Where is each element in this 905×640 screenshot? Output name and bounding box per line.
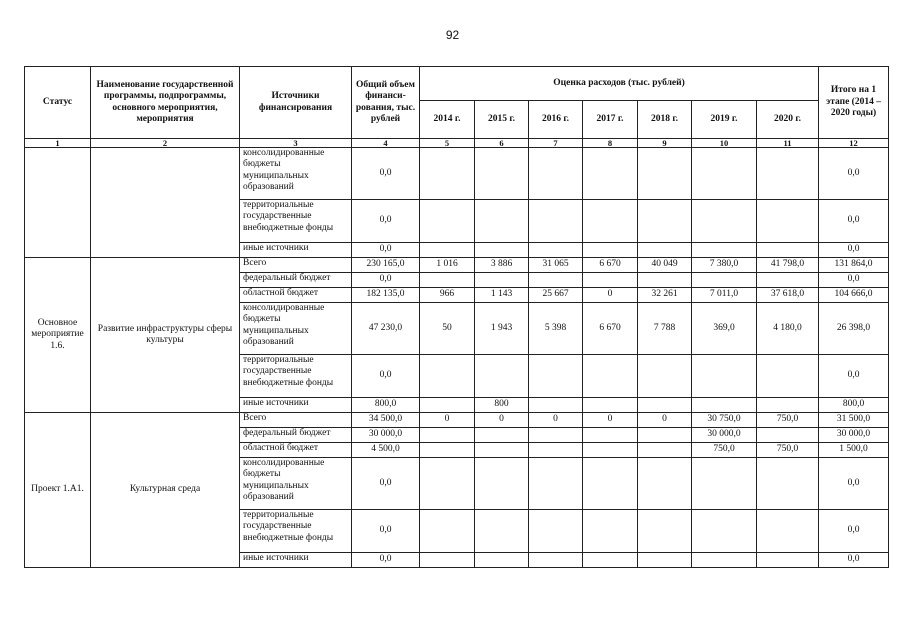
year-value-cell: 0 (475, 413, 529, 428)
year-value-cell (638, 398, 692, 413)
year-value-cell (583, 510, 638, 553)
year-value-cell: 1 016 (420, 258, 475, 273)
year-value-cell (420, 553, 475, 568)
year-value-cell: 0 (583, 288, 638, 303)
year-value-cell (475, 510, 529, 553)
year-value-cell: 1 943 (475, 303, 529, 355)
year-value-cell (692, 355, 757, 398)
stage-total-cell: 104 666,0 (819, 288, 889, 303)
year-value-cell: 0 (638, 413, 692, 428)
total-cell: 0,0 (352, 458, 420, 510)
year-value-cell (583, 443, 638, 458)
year-value-cell: 32 261 (638, 288, 692, 303)
column-number: 7 (529, 139, 583, 148)
year-value-cell (692, 510, 757, 553)
year-value-cell (692, 458, 757, 510)
year-value-cell (757, 510, 819, 553)
year-value-cell (475, 458, 529, 510)
budget-table (24, 66, 889, 568)
year-value-cell (420, 243, 475, 258)
column-number: 5 (420, 139, 475, 148)
funding-source-cell: федеральный бюджет (240, 428, 352, 443)
status-cell: Основное мероприятие 1.6. (25, 258, 91, 413)
year-value-cell (529, 510, 583, 553)
stage-total-cell: 0,0 (819, 273, 889, 288)
year-value-cell: 369,0 (692, 303, 757, 355)
year-value-cell (420, 510, 475, 553)
year-value-cell: 0 (420, 413, 475, 428)
year-value-cell (529, 243, 583, 258)
year-value-cell (757, 273, 819, 288)
total-cell: 0,0 (352, 510, 420, 553)
funding-source-cell: территориальные государственные внебюджетные фонды (240, 355, 352, 398)
column-number: 10 (692, 139, 757, 148)
stage-total-cell: 1 500,0 (819, 443, 889, 458)
year-value-cell: 31 065 (529, 258, 583, 273)
year-value-cell (420, 428, 475, 443)
total-cell: 0,0 (352, 273, 420, 288)
column-number: 8 (583, 139, 638, 148)
stage-total-cell: 0,0 (819, 553, 889, 568)
stage-total-cell: 26 398,0 (819, 303, 889, 355)
year-value-cell (692, 398, 757, 413)
year-value-cell (692, 148, 757, 200)
year-value-cell (692, 243, 757, 258)
year-value-cell: 30 000,0 (692, 428, 757, 443)
stage-total-cell: 800,0 (819, 398, 889, 413)
header-estimate: Оценка расходов (тыс. рублей) (420, 67, 819, 101)
funding-source-cell: Всего (240, 413, 352, 428)
header-year: 2014 г. (420, 101, 475, 139)
header-year: 2016 г. (529, 101, 583, 139)
year-value-cell (529, 428, 583, 443)
year-value-cell (638, 443, 692, 458)
column-number: 4 (352, 139, 420, 148)
year-value-cell (475, 428, 529, 443)
funding-source-cell: иные источники (240, 398, 352, 413)
year-value-cell (757, 355, 819, 398)
column-number: 9 (638, 139, 692, 148)
year-value-cell (757, 243, 819, 258)
year-value-cell (529, 148, 583, 200)
stage-total-cell: 0,0 (819, 148, 889, 200)
page-number: 92 (445, 28, 460, 42)
year-value-cell: 6 670 (583, 258, 638, 273)
funding-source-cell: иные источники (240, 243, 352, 258)
year-value-cell (529, 355, 583, 398)
year-value-cell: 7 380,0 (692, 258, 757, 273)
year-value-cell (420, 355, 475, 398)
year-value-cell (420, 148, 475, 200)
header-name: Наименование государственной программы, подпрограммы, основного мероприятия, мероприятия (91, 67, 240, 139)
total-cell: 0,0 (352, 553, 420, 568)
column-number: 1 (25, 139, 91, 148)
year-value-cell (638, 510, 692, 553)
year-value-cell (638, 200, 692, 243)
year-value-cell (529, 443, 583, 458)
year-value-cell: 40 049 (638, 258, 692, 273)
year-value-cell (420, 398, 475, 413)
year-value-cell (583, 273, 638, 288)
column-number: 12 (819, 139, 889, 148)
header-year: 2015 г. (475, 101, 529, 139)
total-cell: 800,0 (352, 398, 420, 413)
year-value-cell (583, 148, 638, 200)
stage-total-cell: 31 500,0 (819, 413, 889, 428)
header-stage-total: Итого на 1 этапе (2014 – 2020 годы) (819, 67, 889, 139)
year-value-cell (638, 355, 692, 398)
year-value-cell: 750,0 (757, 443, 819, 458)
year-value-cell: 6 670 (583, 303, 638, 355)
year-value-cell (638, 273, 692, 288)
total-cell: 0,0 (352, 243, 420, 258)
year-value-cell: 30 750,0 (692, 413, 757, 428)
year-value-cell (475, 355, 529, 398)
year-value-cell (757, 428, 819, 443)
year-value-cell (692, 273, 757, 288)
year-value-cell (529, 553, 583, 568)
header-year: 2020 г. (757, 101, 819, 139)
funding-source-cell: консолидированные бюджеты муниципальных образований (240, 148, 352, 200)
activity-name-cell (91, 148, 240, 258)
year-value-cell (757, 458, 819, 510)
year-value-cell: 966 (420, 288, 475, 303)
year-value-cell (583, 200, 638, 243)
stage-total-cell: 131 864,0 (819, 258, 889, 273)
year-value-cell (638, 458, 692, 510)
year-value-cell (529, 398, 583, 413)
header-year: 2018 г. (638, 101, 692, 139)
year-value-cell (420, 273, 475, 288)
total-cell: 47 230,0 (352, 303, 420, 355)
funding-source-cell: консолидированные бюджеты муниципальных образований (240, 458, 352, 510)
year-value-cell (692, 553, 757, 568)
year-value-cell (529, 273, 583, 288)
funding-source-cell: консолидированные бюджеты муниципальных образований (240, 303, 352, 355)
table-row (25, 148, 889, 200)
year-value-cell: 7 011,0 (692, 288, 757, 303)
activity-name-cell: Культурная среда (91, 413, 240, 568)
year-value-cell: 41 798,0 (757, 258, 819, 273)
budget-table-body (25, 148, 889, 568)
total-cell: 34 500,0 (352, 413, 420, 428)
column-number: 2 (91, 139, 240, 148)
year-value-cell (638, 243, 692, 258)
year-value-cell (529, 458, 583, 510)
status-cell (25, 148, 91, 258)
year-value-cell (638, 553, 692, 568)
year-value-cell: 4 180,0 (757, 303, 819, 355)
header-status: Статус (25, 67, 91, 139)
year-value-cell: 0 (583, 413, 638, 428)
table-row (25, 413, 889, 428)
column-number: 11 (757, 139, 819, 148)
funding-source-cell: территориальные государственные внебюджетные фонды (240, 510, 352, 553)
total-cell: 30 000,0 (352, 428, 420, 443)
total-cell: 0,0 (352, 355, 420, 398)
total-cell: 0,0 (352, 200, 420, 243)
funding-source-cell: областной бюджет (240, 288, 352, 303)
year-value-cell (583, 398, 638, 413)
column-number: 3 (240, 139, 352, 148)
stage-total-cell: 0,0 (819, 200, 889, 243)
funding-source-cell: областной бюджет (240, 443, 352, 458)
header-year: 2017 г. (583, 101, 638, 139)
year-value-cell: 1 143 (475, 288, 529, 303)
year-value-cell (638, 428, 692, 443)
funding-source-cell: иные источники (240, 553, 352, 568)
year-value-cell: 50 (420, 303, 475, 355)
year-value-cell: 5 398 (529, 303, 583, 355)
year-value-cell (757, 553, 819, 568)
total-cell: 182 135,0 (352, 288, 420, 303)
year-value-cell (583, 355, 638, 398)
year-value-cell: 25 667 (529, 288, 583, 303)
activity-name-cell: Развитие инфраструктуры сферы культуры (91, 258, 240, 413)
year-value-cell (529, 200, 583, 243)
table-row (25, 258, 889, 273)
year-value-cell (475, 273, 529, 288)
year-value-cell (420, 443, 475, 458)
year-value-cell: 750,0 (757, 413, 819, 428)
stage-total-cell: 0,0 (819, 243, 889, 258)
stage-total-cell: 0,0 (819, 510, 889, 553)
stage-total-cell: 30 000,0 (819, 428, 889, 443)
year-value-cell (475, 553, 529, 568)
year-value-cell: 0 (529, 413, 583, 428)
total-cell: 230 165,0 (352, 258, 420, 273)
year-value-cell (475, 243, 529, 258)
funding-source-cell: территориальные государственные внебюджетные фонды (240, 200, 352, 243)
total-cell: 0,0 (352, 148, 420, 200)
year-value-cell (475, 148, 529, 200)
year-value-cell (420, 200, 475, 243)
year-value-cell (757, 398, 819, 413)
year-value-cell (692, 200, 757, 243)
year-value-cell (583, 428, 638, 443)
stage-total-cell: 0,0 (819, 355, 889, 398)
year-value-cell (583, 458, 638, 510)
year-value-cell (420, 458, 475, 510)
header-sources: Источники финансирования (240, 67, 352, 139)
year-value-cell (757, 200, 819, 243)
column-number: 6 (475, 139, 529, 148)
year-value-cell (583, 243, 638, 258)
header-total: Общий объем финанси-рования, тыс. рублей (352, 67, 420, 139)
total-cell: 4 500,0 (352, 443, 420, 458)
funding-source-cell: Всего (240, 258, 352, 273)
year-value-cell (757, 148, 819, 200)
year-value-cell (583, 553, 638, 568)
status-cell: Проект 1.А1. (25, 413, 91, 568)
year-value-cell: 800 (475, 398, 529, 413)
year-value-cell (475, 443, 529, 458)
year-value-cell: 37 618,0 (757, 288, 819, 303)
header-year: 2019 г. (692, 101, 757, 139)
year-value-cell (475, 200, 529, 243)
funding-source-cell: федеральный бюджет (240, 273, 352, 288)
year-value-cell: 3 886 (475, 258, 529, 273)
year-value-cell (638, 148, 692, 200)
year-value-cell: 750,0 (692, 443, 757, 458)
stage-total-cell: 0,0 (819, 458, 889, 510)
year-value-cell: 7 788 (638, 303, 692, 355)
